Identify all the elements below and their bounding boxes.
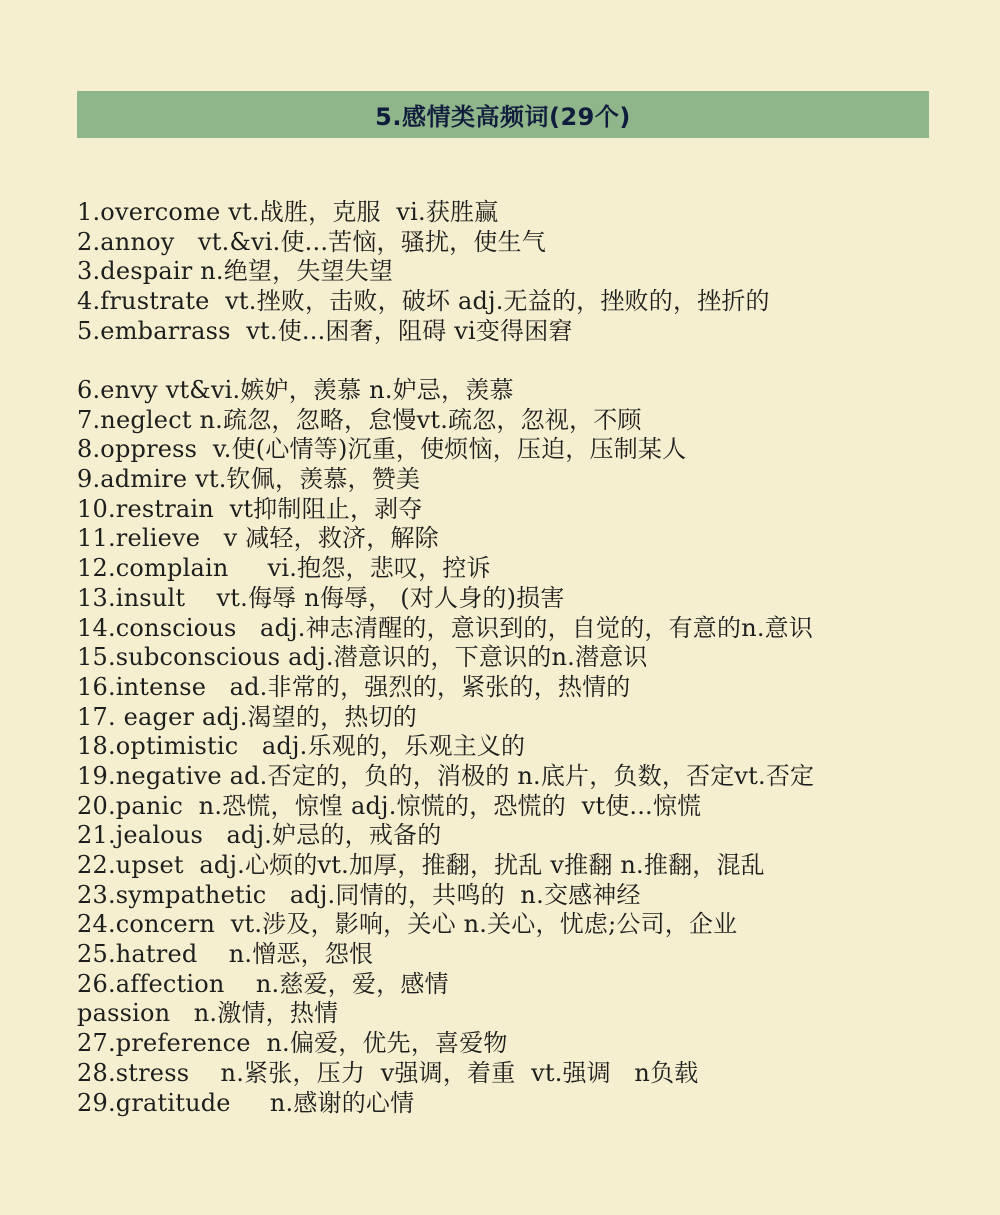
vocab-entry: 5.embarrass vt.使...困奢，阻碍 vi变得困窘 [77, 316, 573, 345]
vocab-entry: 3.despair n.绝望，失望失望 [77, 257, 394, 286]
vocab-entry: 18.optimistic adj.乐观的，乐观主义的 [77, 732, 526, 761]
vocab-entry: 28.stress n.紧张，压力 v强调，着重 vt.强调 n负载 [77, 1058, 699, 1087]
vocab-entry: 23.sympathetic adj.同情的，共鸣的 n.交感神经 [77, 880, 641, 909]
vocab-list-group-2 [77, 376, 814, 1118]
vocab-entry: 4.frustrate vt.挫败，击败，破坏 adj.无益的，挫败的，挫折的 [77, 287, 770, 316]
vocab-entry: 24.concern vt.涉及，影响，关心 n.关心，忧虑;公司，企业 [77, 910, 738, 939]
vocab-entry: 15.subconscious adj.潜意识的，下意识的n.潜意识 [77, 643, 648, 672]
section-title: 5.感情类高频词(29个) [375, 103, 631, 131]
vocab-entry: 1.overcome vt.战胜，克服 vi.获胜赢 [77, 198, 499, 226]
vocab-entry: 17. eager adj.渴望的，热切的 [77, 702, 417, 731]
vocab-entry: 12.complain vi.抱怨，悲叹，控诉 [77, 554, 491, 583]
vocab-entry: 29.gratitude n.感谢的心情 [77, 1088, 415, 1117]
vocab-entry: 10.restrain vt抑制阻止，剥夺 [77, 494, 423, 523]
vocab-entry: 7.neglect n.疏忽，忽略，怠慢vt.疏忽，忽视，不顾 [77, 405, 642, 434]
vocab-entry: 14.conscious adj.神志清醒的，意识到的，自觉的，有意的n.意识 [77, 613, 814, 642]
vocab-entry: 22.upset adj.心烦的vt.加厚，推翻，扰乱 v推翻 n.推翻，混乱 [77, 851, 765, 879]
vocab-entry: 27.preference n.偏爱，优先，喜爱物 [77, 1029, 508, 1058]
vocab-entry: 26.affection n.慈爱，爱，感情 [77, 969, 449, 998]
section-banner [77, 91, 929, 138]
vocab-entry: 19.negative ad.否定的，负的，消极的 n.底片，负数，否定vt.否定 [77, 761, 815, 790]
vocab-entry: passion n.激情，热情 [77, 999, 339, 1028]
vocab-entry: 2.annoy vt.&vi.使...苦恼，骚扰，使生气 [77, 227, 546, 256]
vocab-entry: 25.hatred n.憎恶，怨恨 [77, 940, 374, 969]
vocab-entry: 16.intense ad.非常的，强烈的，紧张的，热情的 [77, 672, 631, 701]
vocab-entry: 8.oppress v.使(心情等)沉重，使烦恼，压迫，压制某人 [77, 435, 687, 464]
vocab-entry: 11.relieve v 减轻，救济，解除 [77, 524, 439, 553]
vocab-entry: 13.insult vt.侮辱 n侮辱， (对人身的)损害 [77, 583, 565, 612]
vocab-entry: 6.envy vt&vi.嫉妒，羡慕 n.妒忌，羡慕 [77, 376, 514, 404]
vocab-list-group-1 [77, 198, 770, 346]
vocab-entry: 9.admire vt.钦佩，羡慕，赞美 [77, 465, 421, 494]
vocab-entry: 21.jealous adj.妒忌的，戒备的 [77, 821, 442, 850]
vocab-entry: 20.panic n.恐慌，惊惶 adj.惊慌的，恐慌的 vt使...惊慌 [77, 791, 702, 820]
